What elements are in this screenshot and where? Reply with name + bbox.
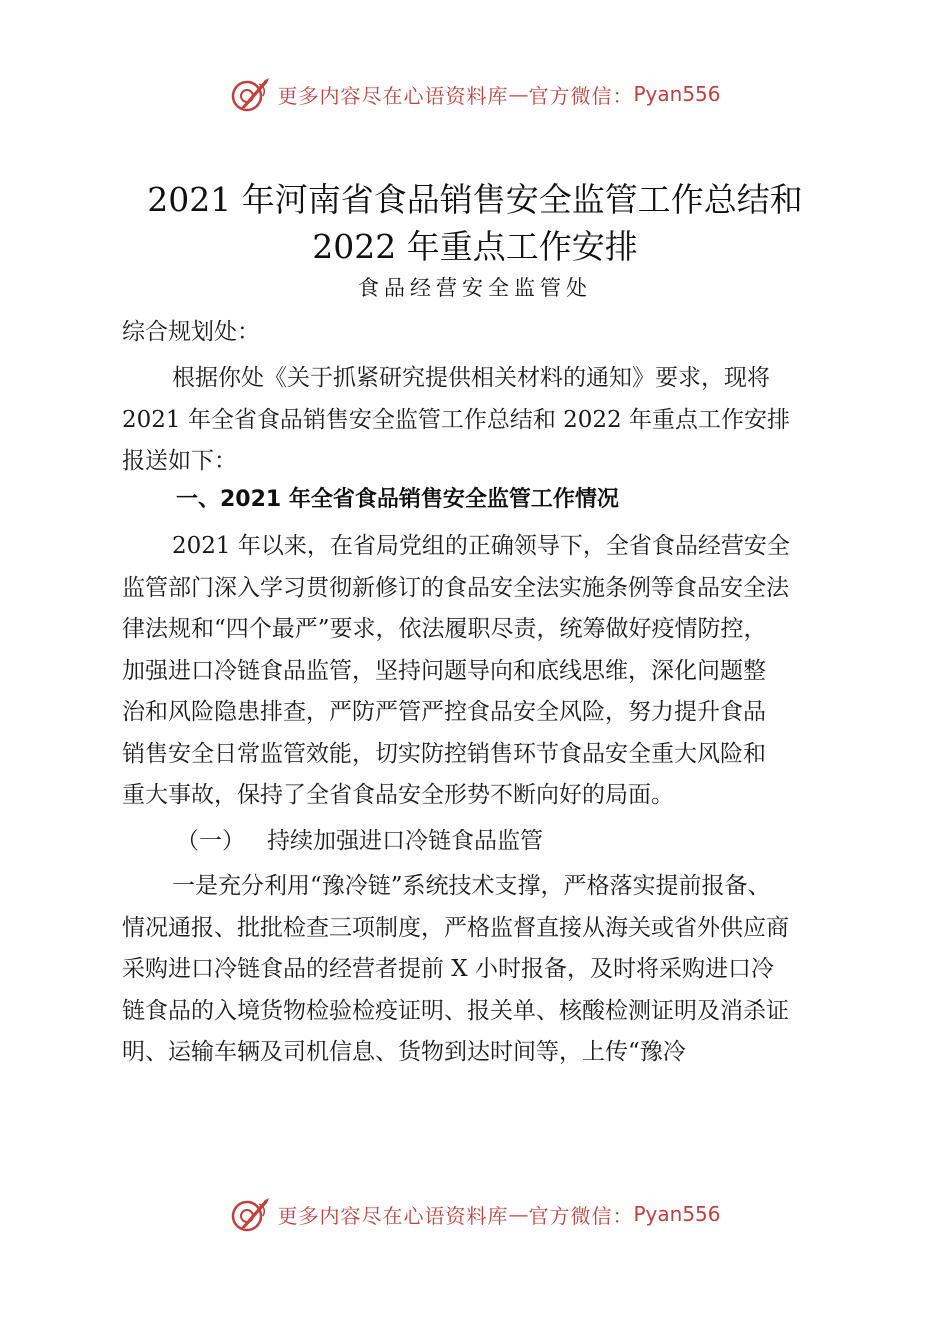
section1-paragraph <box>122 526 832 817</box>
paragraph-line: 一是充分利用“豫冷链”系统技术支撑，严格落实提前报备、 <box>172 873 771 899</box>
paragraph-line: 2021 年以来，在省局党组的正确领导下，全省食品经营安全 <box>172 533 790 559</box>
paragraph-line: 监管部门深入学习贯彻新修订的食品安全法实施条例等食品安全法 <box>122 574 789 601</box>
document-title-line2: 2022 年重点工作安排 <box>312 227 638 266</box>
watermark-text: 更多内容尽在心语资料库 <box>277 1203 509 1228</box>
paragraph-line: 治和风险隐患排查，严防严管严控食品安全风险，努力提升食品 <box>122 699 766 725</box>
paragraph-line: 链食品的入境货物检验检疫证明、报关单、核酸检测证明及消杀证 <box>122 997 789 1024</box>
quill-circle-logo-icon <box>229 74 273 114</box>
watermark-separator: — <box>508 1202 529 1226</box>
paragraph-line: 律法规和“四个最严”要求，依法履职尽责，统筹做好疫情防控， <box>122 616 767 642</box>
paragraph-line: 采购进口冷链食品的经营者提前 X 小时报备，及时将采购进口冷 <box>122 956 774 982</box>
paragraph-line: 重大事故，保持了全省食品安全形势不断向好的局面。 <box>122 782 674 808</box>
quill-circle-logo-icon <box>229 1194 273 1234</box>
paragraph-line: 2021 年全省食品销售安全监管工作总结和 2022 年重点工作安排 <box>122 406 790 433</box>
watermark-separator: — <box>508 82 529 106</box>
paragraph-line: 根据你处《关于抓紧研究提供相关材料的通知》要求，现将 <box>172 365 770 391</box>
subsection-heading <box>176 822 543 855</box>
paragraph-line: 情况通报、批批检查三项制度，严格监督直接从海关或省外供应商 <box>122 914 789 941</box>
watermark-official: 官方微信： <box>528 83 634 108</box>
watermark-id: Pyan556 <box>633 82 721 106</box>
watermark-banner-top <box>0 72 950 116</box>
intro-paragraph <box>122 358 832 483</box>
paragraph-line: 报送如下： <box>122 448 237 474</box>
watermark-text: 更多内容尽在心语资料库 <box>277 83 509 108</box>
paragraph-line: 明、运输车辆及司机信息、货物到达时间等，上传“豫冷 <box>122 1039 686 1065</box>
subsection-title: 持续加强进口冷链食品监管 <box>267 828 543 854</box>
watermark-banner-bottom <box>0 1192 950 1236</box>
paragraph-line: 加强进口冷链食品监管，坚持问题导向和底线思维，深化问题整 <box>122 657 766 684</box>
department-name: 食品经营安全监管处 <box>358 276 592 300</box>
paragraph-line: 销售安全日常监管效能，切实防控销售环节食品安全重大风险和 <box>122 740 766 767</box>
watermark-official: 官方微信： <box>528 1203 634 1228</box>
watermark-id: Pyan556 <box>633 1202 721 1226</box>
greeting: 综合规划处： <box>122 319 260 345</box>
subsection1-paragraph <box>122 866 832 1074</box>
section-heading: 一、2021 年全省食品销售安全监管工作情况 <box>176 487 619 512</box>
subsection-number: （一） <box>176 828 245 854</box>
document-title-line1: 2021 年河南省食品销售安全监管工作总结和 <box>147 180 803 219</box>
